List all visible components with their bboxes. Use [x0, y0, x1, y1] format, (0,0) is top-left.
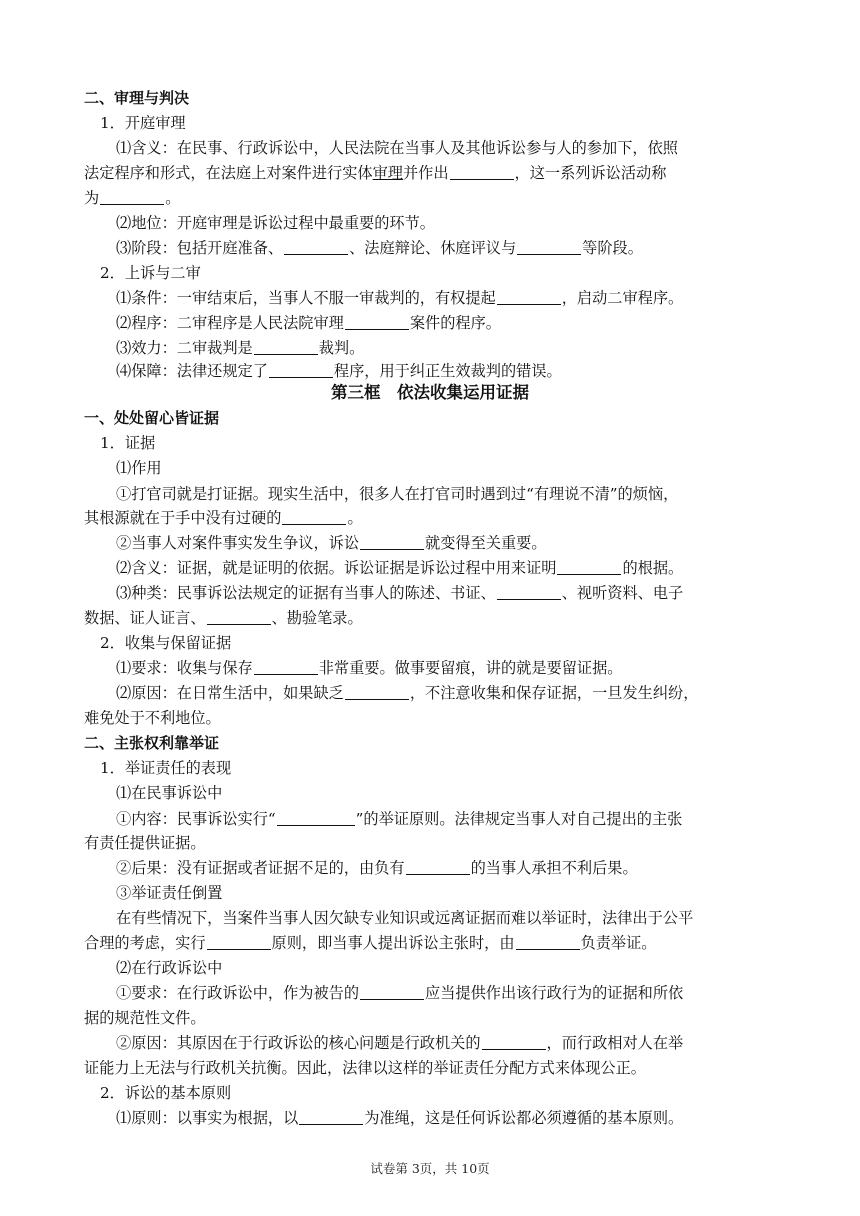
fill-blank[interactable]: [282, 509, 346, 525]
fill-blank[interactable]: [100, 189, 164, 205]
fill-blank[interactable]: [482, 1034, 546, 1050]
paragraph-line: ⑵含义：证据，就是证明的依据。诉讼证据是诉讼过程中用来证明 的根据。: [116, 559, 684, 577]
subheading: 1．举证责任的表现: [100, 759, 232, 777]
paragraph-line: ⑷保障：法律还规定了 程序，用于纠正生效裁判的错误。: [116, 362, 562, 380]
fill-blank[interactable]: [360, 534, 424, 550]
fill-blank[interactable]: [450, 164, 514, 180]
paragraph-line: ⑴原则：以事实为根据，以 为准绳，这是任何诉讼都必须遵循的基本原则。: [116, 1109, 684, 1127]
underlined-term: 审理: [372, 164, 403, 182]
fill-blank[interactable]: [345, 684, 409, 700]
paragraph-line: ⑵原因：在日常生活中，如果缺乏 ，不注意收集和保存证据，一旦发生纠纷，: [116, 684, 699, 702]
paragraph-line: 合理的考虑，实行 原则，即当事人提出诉讼主张时，由 负责举证。: [84, 934, 657, 952]
paragraph-line: 难免处于不利地位。: [84, 709, 221, 727]
chapter-title: 第三框 依法收集运用证据: [331, 383, 529, 402]
paragraph-line: ①要求：在行政诉讼中，作为被告的 应当提供作出该行政行为的证据和所依: [116, 984, 684, 1002]
paragraph-line: ⑴条件：一审结束后，当事人不服一审裁判的，有权提起 ，启动二审程序。: [116, 289, 684, 307]
paragraph-line: ⑴含义：在民事、行政诉讼中，人民法院在当事人及其他诉讼参与人的参加下，依照: [116, 139, 678, 157]
paragraph-line: 为 。: [84, 189, 181, 207]
paragraph-line: 有责任提供证据。: [84, 834, 206, 852]
section-heading: 一、处处留心皆证据: [84, 409, 220, 427]
fill-blank[interactable]: [345, 314, 409, 330]
paragraph-line: ②原因：其原因在于行政诉讼的核心问题是行政机关的 ，而行政相对人在举: [116, 1034, 684, 1052]
paragraph-line: 其根源就在于手中没有过硬的 。: [84, 509, 363, 527]
fill-blank[interactable]: [516, 934, 580, 950]
fill-blank[interactable]: [207, 934, 271, 950]
paragraph-line: ②后果：没有证据或者证据不足的，由负有 的当事人承担不利后果。: [116, 859, 638, 877]
paragraph-line: ⑶种类：民事诉讼法规定的证据有当事人的陈述、书证、 、视听资料、电子: [116, 584, 684, 602]
subheading: 2．收集与保留证据: [100, 634, 232, 652]
fill-blank[interactable]: [299, 1109, 363, 1125]
paragraph-line: ①打官司就是打证据。现实生活中，很多人在打官司时遇到过“有理说不清”的烦恼，: [116, 485, 679, 503]
subheading: 1．开庭审理: [100, 114, 186, 132]
paragraph-line: ⑵地位：开庭审理是诉讼过程中最重要的环节。: [116, 214, 435, 232]
paragraph-line: 据的规范性文件。: [84, 1009, 206, 1027]
paragraph-line: ⑴作用: [116, 459, 162, 477]
paragraph-line: 证能力上无法与行政机关抗衡。因此，法律以这样的举证责任分配方式来体现公正。: [84, 1059, 646, 1077]
section-heading: 二、审理与判决: [84, 89, 190, 107]
fill-blank[interactable]: [207, 609, 271, 625]
page-footer: 试卷第 3页，共 10页: [370, 1161, 490, 1176]
fill-blank[interactable]: [269, 362, 333, 378]
paragraph-line: ①内容：民事诉讼实行“ ”的举证原则。法律规定当事人对自己提出的主张: [116, 810, 683, 828]
subheading: 2．诉讼的基本原则: [100, 1084, 232, 1102]
paragraph-line: ⑶阶段：包括开庭准备、 、法庭辩论、休庭评议与 等阶段。: [116, 239, 643, 257]
fill-blank[interactable]: [517, 239, 581, 255]
fill-blank[interactable]: [497, 584, 561, 600]
fill-blank[interactable]: [557, 559, 621, 575]
fill-blank[interactable]: [254, 339, 318, 355]
subheading: 2．上诉与二审: [100, 264, 201, 282]
paragraph-line: ⑴在民事诉讼中: [116, 784, 223, 802]
fill-blank[interactable]: [497, 289, 561, 305]
paragraph-line: 法定程序和形式，在法庭上对案件进行实体审理并作出 ，这一系列诉讼活动称: [84, 164, 667, 182]
paragraph-line: ⑴要求：收集与保存 非常重要。做事要留痕，讲的就是要留证据。: [116, 659, 623, 677]
paragraph-line: 数据、证人证言、 、勘验笔录。: [84, 609, 363, 627]
fill-blank[interactable]: [254, 659, 318, 675]
fill-blank[interactable]: [406, 859, 470, 875]
fill-blank[interactable]: [277, 810, 355, 826]
subheading: 1．证据: [100, 434, 156, 452]
paragraph-line: ②当事人对案件事实发生争议，诉讼 就变得至关重要。: [116, 534, 547, 552]
paragraph-line: ③举证责任倒置: [116, 884, 223, 902]
paragraph-line: 在有些情况下，当案件当事人因欠缺专业知识或远离证据而难以举证时，法律出于公平: [116, 909, 694, 927]
paragraph-line: ⑵在行政诉讼中: [116, 959, 223, 977]
paragraph-line: ⑶效力：二审裁判是 裁判。: [116, 339, 365, 357]
section-heading: 二、主张权利靠举证: [84, 734, 220, 752]
fill-blank[interactable]: [360, 984, 424, 1000]
fill-blank[interactable]: [284, 239, 348, 255]
paragraph-line: ⑵程序：二审程序是人民法院审理 案件的程序。: [116, 314, 501, 332]
